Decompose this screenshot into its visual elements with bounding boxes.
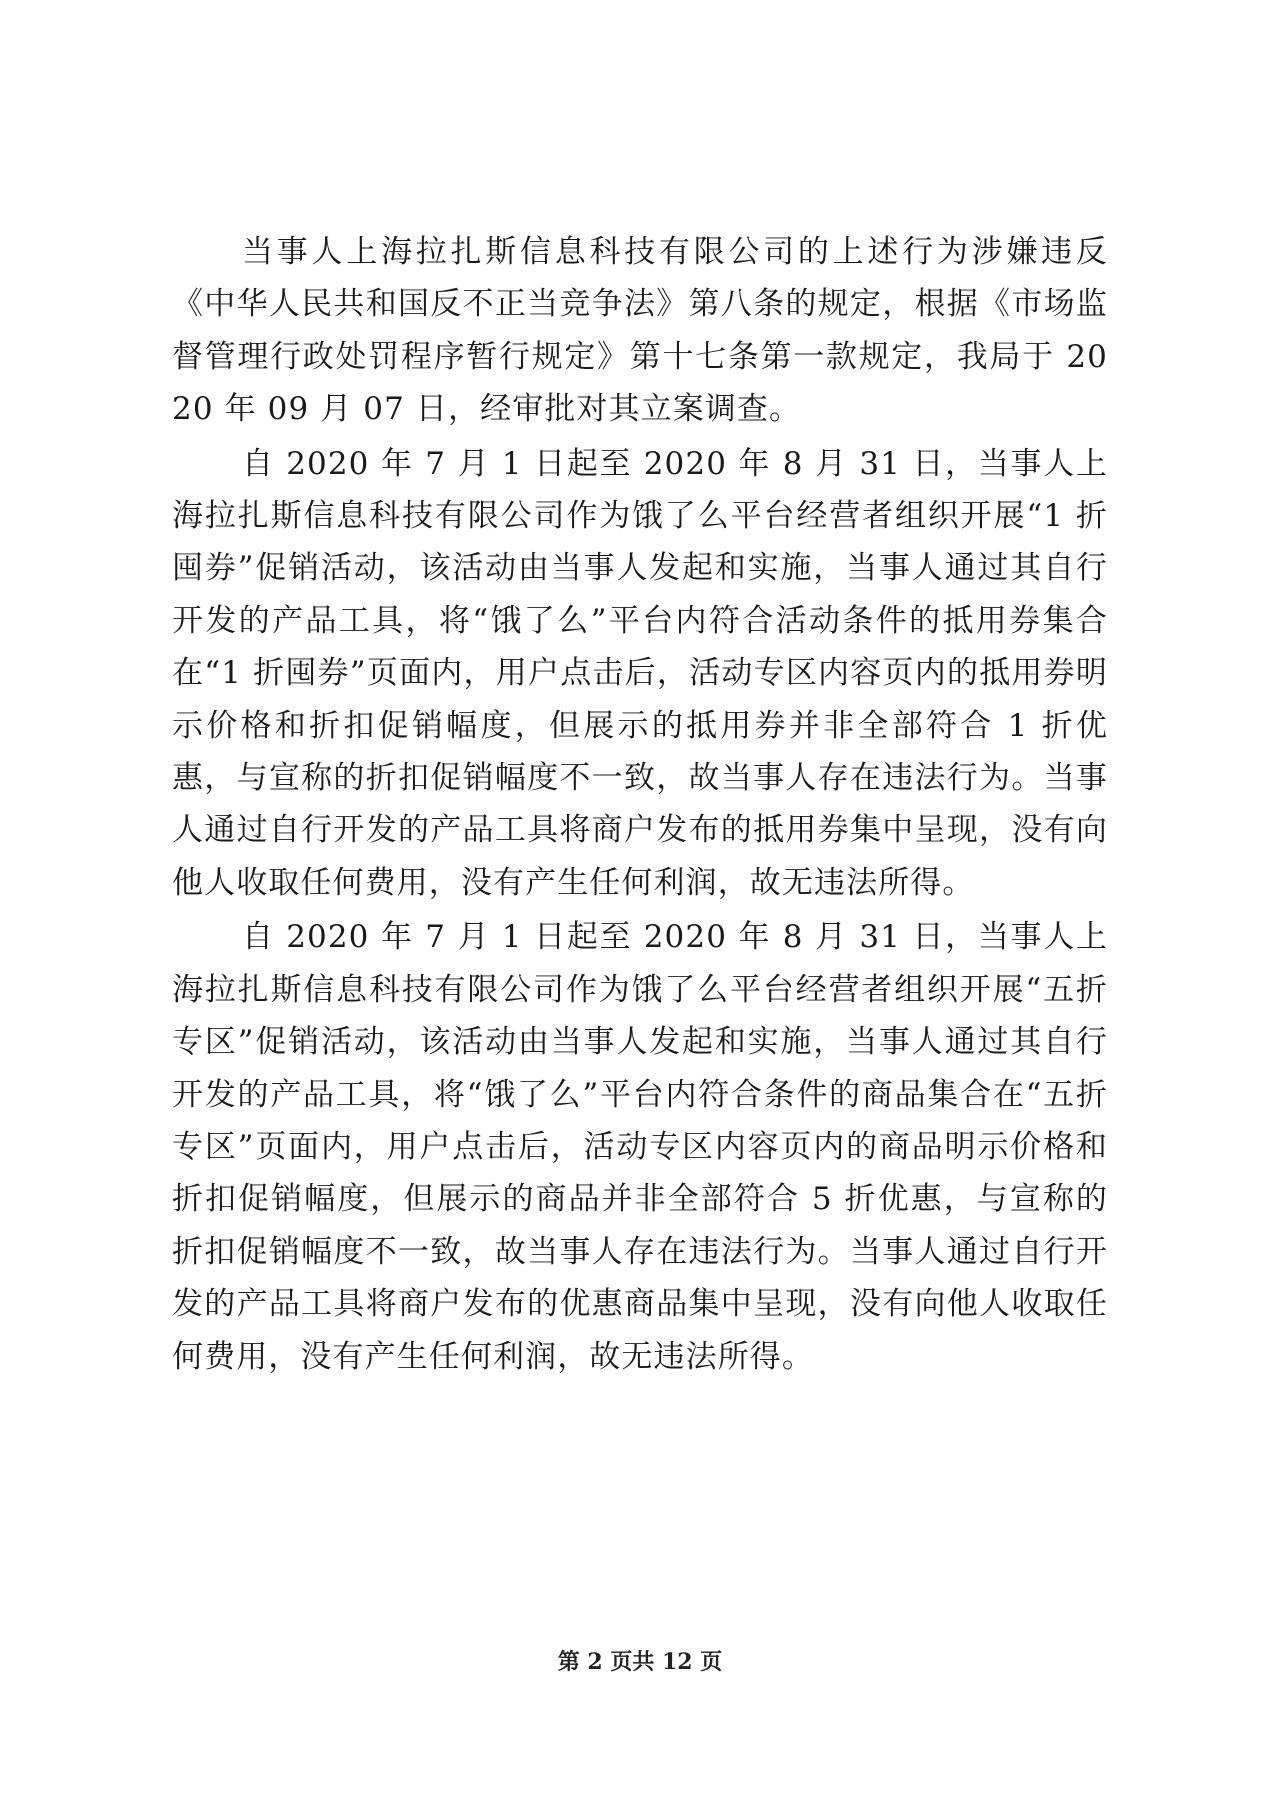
paragraph-case-filing: 当事人上海拉扎斯信息科技有限公司的上述行为涉嫌违反《中华人民共和国反不正当竞争法》第八条的规定，根据《市场监督管理行政处罚程序暂行规定》第十七条第一款规定，我局于 2020 年 09 月 07 日，经审批对其立案调查。 — [172, 234, 1108, 428]
paragraph-half-price-promotion: 自 2020 年 7 月 1 日起至 2020 年 8 月 31 日，当事人上海拉扎斯信息科技有限公司作为饿了么平台经营者组织开展“五折专区”促销活动，该活动由当事人发起和实施，当事人通过其自行开发的产品工具，将“饿了么”平台内符合条件的商品集合在“五折专区”页面内，用户点击后，活动专区内容页内的商品明示价格和折扣促销幅度，但展示的商品并非全部符合 5 折优惠，与宣称的折扣促销幅度不一致，故当事人存在违法行为。当事人通过自行开发的产品工具将商户发布的优惠商品集中呈现，没有向他人收取任何费用，没有产生任何利润，故无违法所得。 — [172, 919, 1108, 1375]
paragraph-coupon-promotion: 自 2020 年 7 月 1 日起至 2020 年 8 月 31 日，当事人上海拉扎斯信息科技有限公司作为饿了么平台经营者组织开展“1 折囤券”促销活动，该活动由当事人发起和实施，当事人通过其自行开发的产品工具，将“饿了么”平台内符合活动条件的抵用券集合在“1 折囤券”页面内，用户点击后，活动专区内容页内的抵用券明示价格和折扣促销幅度，但展示的抵用券并非全部符合 1 折优惠，与宣称的折扣促销幅度不一致，故当事人存在违法行为。当事人通过自行开发的产品工具将商户发布的抵用券集中呈现，没有向他人收取任何费用，没有产生任何利润，故无违法所得。 — [172, 445, 1108, 901]
document-body — [172, 226, 1108, 1385]
page-footer — [0, 1647, 1280, 1677]
page-number: 第 2 页共 12 页 — [557, 1649, 723, 1675]
